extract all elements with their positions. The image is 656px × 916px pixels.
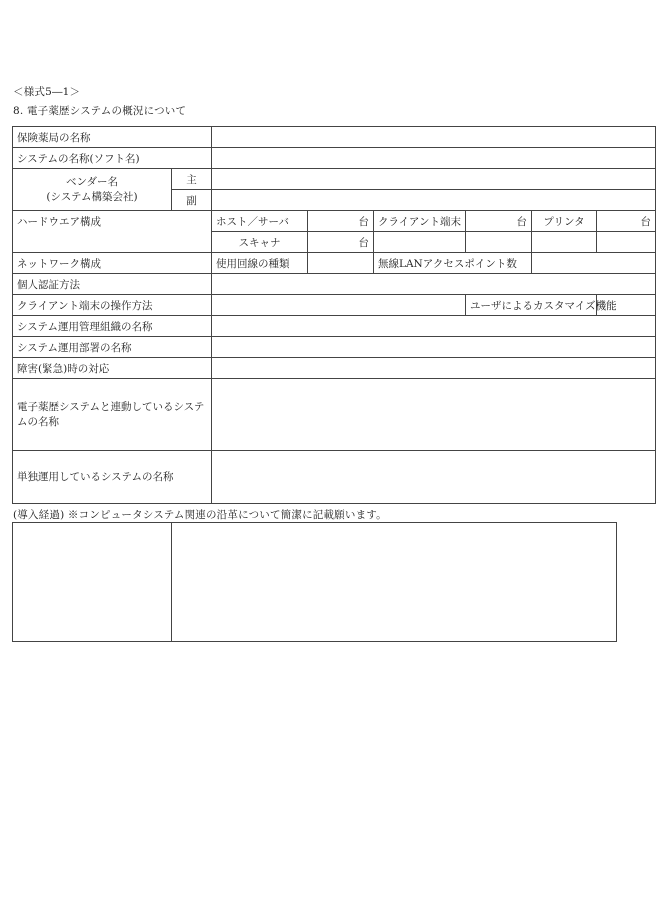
system-overview-table (12, 126, 656, 504)
user-customize-label: ユーザによるカスタマイズ機能 (466, 295, 597, 316)
host-server-unit: 台 (358, 215, 369, 228)
line-type-label: 使用回線の種類 (212, 253, 308, 274)
vendor-label (13, 169, 172, 211)
wireless-ap-field[interactable] (532, 253, 656, 274)
printer-count-field[interactable] (597, 211, 656, 232)
client-terminal-count-field[interactable] (466, 211, 532, 232)
hardware-label: ハードウエア構成 (13, 211, 212, 253)
vendor-sub-field[interactable] (212, 190, 656, 211)
system-name-label: システムの名称(ソフト名) (13, 148, 212, 169)
vendor-sub-label: 副 (172, 190, 212, 211)
auth-field[interactable] (212, 274, 656, 295)
host-server-count-field[interactable] (308, 211, 374, 232)
scanner-label: スキャナ (212, 232, 308, 253)
scanner-unit: 台 (358, 236, 369, 249)
ops-dept-label: システム運用部署の名称 (13, 337, 212, 358)
auth-label: 個人認証方法 (13, 274, 212, 295)
history-caption: (導入経過) ※コンピュータシステム関連の沿革について簡潔に記載願います。 (13, 509, 387, 521)
history-table (12, 522, 617, 642)
standalone-systems-label: 単独運用しているシステムの名称 (13, 451, 212, 504)
history-year-field[interactable] (13, 523, 172, 642)
printer-label: プリンタ (532, 211, 597, 232)
hardware-blank-3[interactable] (532, 232, 597, 253)
client-terminal-label: クライアント端末 (374, 211, 466, 232)
host-server-label: ホスト／サーバ (212, 211, 308, 232)
form-number: ＜様式5―1＞ (13, 86, 81, 98)
vendor-label-line1: ベンダー名 (65, 175, 119, 188)
admin-org-label: システム運用管理組織の名称 (13, 316, 212, 337)
standalone-systems-field[interactable] (212, 451, 656, 504)
printer-unit: 台 (640, 215, 651, 228)
section-title: 8. 電子薬歴システムの概況について (13, 105, 187, 117)
linked-systems-label: 電子薬歴システムと連動しているシステムの名称 (13, 379, 212, 451)
ops-dept-field[interactable] (212, 337, 656, 358)
hardware-blank-2[interactable] (466, 232, 532, 253)
system-name-field[interactable] (212, 148, 656, 169)
incident-label: 障害(緊急)時の対応 (13, 358, 212, 379)
pharmacy-name-label: 保険薬局の名称 (13, 127, 212, 148)
history-detail-field[interactable] (172, 523, 617, 642)
wireless-ap-label: 無線LANアクセスポイント数 (374, 253, 532, 274)
scanner-count-field[interactable] (308, 232, 374, 253)
pharmacy-name-field[interactable] (212, 127, 656, 148)
client-operation-label: クライアント端末の操作方法 (13, 295, 212, 316)
vendor-label-line2: (システム構築会社) (46, 190, 138, 203)
client-operation-field[interactable] (212, 295, 466, 316)
client-terminal-unit: 台 (516, 215, 527, 228)
linked-systems-field[interactable] (212, 379, 656, 451)
hardware-blank-1[interactable] (374, 232, 466, 253)
vendor-main-field[interactable] (212, 169, 656, 190)
hardware-blank-4[interactable] (597, 232, 656, 253)
admin-org-field[interactable] (212, 316, 656, 337)
line-type-field[interactable] (308, 253, 374, 274)
vendor-main-label: 主 (172, 169, 212, 190)
incident-field[interactable] (212, 358, 656, 379)
network-label: ネットワーク構成 (13, 253, 212, 274)
